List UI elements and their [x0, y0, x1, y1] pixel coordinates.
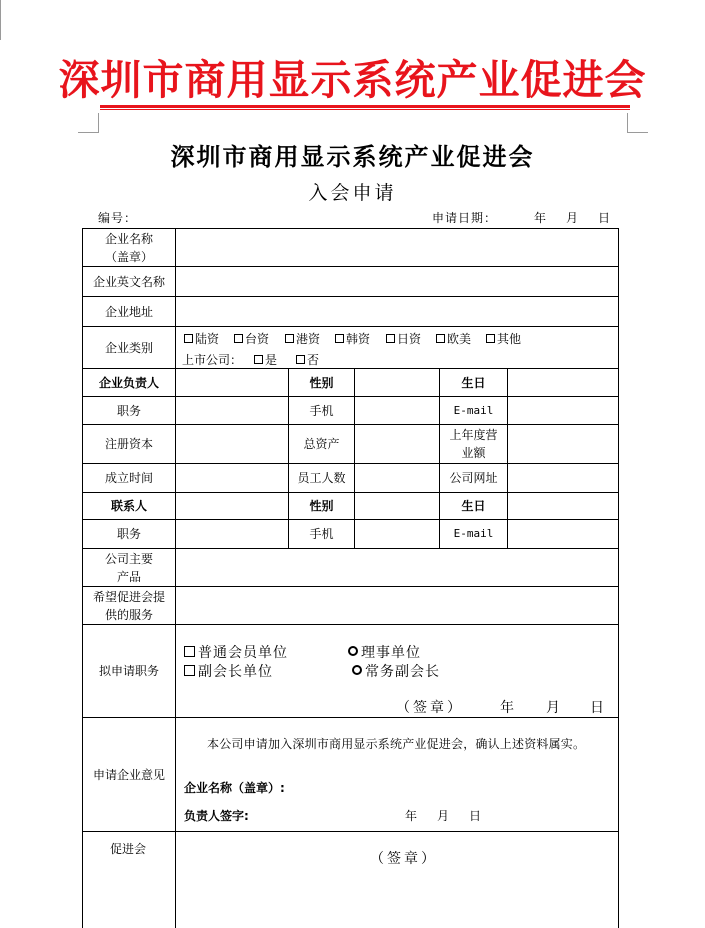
- field-birthday[interactable]: [508, 369, 618, 396]
- red-divider-thick: [100, 105, 630, 108]
- field-company-english-name[interactable]: [176, 267, 618, 296]
- field-expected-services[interactable]: [176, 587, 618, 624]
- label-gender: 性别: [309, 375, 334, 390]
- label-legal-representative: 企业负责人: [98, 375, 159, 390]
- opinion-date-day: 日: [469, 809, 482, 823]
- label-registered-capital: 注册资本: [104, 437, 153, 451]
- field-email[interactable]: [508, 397, 618, 424]
- type-option-hongkong[interactable]: 港资: [285, 330, 320, 347]
- radio-icon: [348, 646, 358, 656]
- type-option-other[interactable]: 其他: [486, 330, 521, 347]
- label-contact: 联系人: [110, 499, 147, 513]
- crop-mark-left-h: [78, 132, 99, 133]
- option-regular-member[interactable]: 普通会员单位: [184, 642, 288, 662]
- label-proposed-position: 拟申请职务: [98, 664, 159, 678]
- label-employees: 员工人数: [297, 471, 346, 485]
- type-option-taiwan[interactable]: 台资: [234, 330, 269, 347]
- label-mobile: 手机: [309, 403, 334, 418]
- label-email: E-mail: [453, 403, 494, 417]
- field-website[interactable]: [508, 464, 618, 492]
- checkbox-icon: [184, 334, 193, 343]
- checkbox-icon: [184, 646, 195, 657]
- field-company-name[interactable]: [176, 229, 618, 266]
- label-main-products: 公司主要 产品: [104, 551, 153, 584]
- opinion-signer-label: 负责人签字:: [184, 809, 249, 823]
- label-position: 职务: [116, 403, 141, 418]
- checkbox-icon: [285, 334, 294, 343]
- field-mobile[interactable]: [355, 397, 439, 424]
- association-seal-label: （签章）: [370, 851, 438, 867]
- radio-icon: [352, 665, 362, 675]
- checkbox-icon: [184, 665, 195, 676]
- type-option-mainland[interactable]: 陆资: [184, 330, 219, 347]
- label-contact-position: 职务: [116, 527, 141, 541]
- field-contact-email[interactable]: [508, 520, 618, 548]
- label-association: 促进会: [110, 842, 147, 856]
- option-director[interactable]: 理事单位: [348, 642, 421, 662]
- opinion-date-month: 月: [437, 809, 450, 823]
- type-option-japan[interactable]: 日资: [386, 330, 421, 347]
- label-total-assets: 总资产: [303, 437, 340, 451]
- checkbox-icon: [254, 355, 263, 364]
- label-company-name: 企业名称 （盖章）: [104, 231, 153, 264]
- document-subtitle: 入会申请: [308, 182, 397, 204]
- field-contact-mobile[interactable]: [355, 520, 439, 548]
- opinion-company-seal-label: 企业名称（盖章）:: [184, 781, 285, 795]
- option-executive-vice-president[interactable]: 常务副会长: [352, 661, 440, 681]
- field-last-year-revenue[interactable]: [508, 425, 618, 463]
- opinion-statement: 本公司申请加入深圳市商用显示系统产业促进会，确认上述资料属实。: [207, 737, 586, 751]
- type-option-euro-us[interactable]: 欧美: [436, 330, 471, 347]
- label-company-english-name: 企业英文名称: [92, 274, 165, 289]
- signature-month: 月: [546, 700, 560, 716]
- date-year: 年: [534, 211, 548, 225]
- listed-no-option[interactable]: 否: [296, 351, 319, 368]
- option-vice-president[interactable]: 副会长单位: [184, 661, 273, 681]
- checkbox-icon: [335, 334, 344, 343]
- date-day: 日: [598, 211, 612, 225]
- field-contact-gender[interactable]: [355, 493, 439, 519]
- label-contact-gender: 性别: [309, 499, 334, 513]
- listed-yes-option[interactable]: 是: [254, 351, 277, 368]
- number-label: 编号：: [98, 211, 138, 225]
- field-contact[interactable]: [176, 493, 288, 519]
- field-employees[interactable]: [355, 464, 439, 492]
- checkbox-icon: [486, 334, 495, 343]
- field-contact-position[interactable]: [176, 520, 288, 548]
- label-company-type: 企业类别: [104, 340, 153, 355]
- application-date-label: 申请日期：: [432, 211, 498, 225]
- field-legal-representative[interactable]: [176, 369, 288, 396]
- field-main-products[interactable]: [176, 549, 618, 586]
- org-banner-title: 深圳市商用显示系统产业促进会: [58, 56, 647, 104]
- label-contact-mobile: 手机: [309, 527, 334, 541]
- opinion-date-year: 年: [405, 809, 418, 823]
- checkbox-icon: [436, 334, 445, 343]
- signature-seal-label: （签章）: [396, 700, 464, 716]
- label-founded: 成立时间: [104, 471, 153, 485]
- field-total-assets[interactable]: [355, 425, 439, 463]
- checkbox-icon: [234, 334, 243, 343]
- field-gender[interactable]: [355, 369, 439, 396]
- type-option-korea[interactable]: 韩资: [335, 330, 370, 347]
- checkbox-icon: [296, 355, 305, 364]
- label-contact-email: E-mail: [453, 527, 494, 540]
- red-divider-thin: [100, 109, 630, 110]
- field-contact-birthday[interactable]: [508, 493, 618, 519]
- page-edge-mark: [0, 0, 1, 40]
- crop-mark-right-v: [627, 113, 628, 133]
- label-last-year-revenue: 上年度营 业额: [449, 428, 498, 460]
- field-position[interactable]: [176, 397, 288, 424]
- field-company-address[interactable]: [176, 297, 618, 326]
- label-birthday: 生日: [461, 375, 486, 390]
- field-founded[interactable]: [176, 464, 288, 492]
- date-month: 月: [566, 211, 580, 225]
- crop-mark-right-h: [627, 132, 648, 133]
- signature-day: 日: [590, 700, 604, 716]
- label-company-address: 企业地址: [104, 304, 153, 319]
- label-expected-services: 希望促进会提 供的服务: [92, 589, 165, 622]
- label-contact-birthday: 生日: [461, 499, 486, 513]
- checkbox-icon: [386, 334, 395, 343]
- application-form-table: [82, 228, 619, 928]
- signature-year: 年: [500, 700, 514, 716]
- listed-company-label: 上市公司：: [182, 353, 243, 367]
- document-title: 深圳市商用显示系统产业促进会: [170, 142, 535, 171]
- field-registered-capital[interactable]: [176, 425, 288, 463]
- label-website: 公司网址: [449, 471, 498, 485]
- crop-mark-left-v: [98, 113, 99, 133]
- label-applicant-opinion: 申请企业意见: [92, 767, 165, 782]
